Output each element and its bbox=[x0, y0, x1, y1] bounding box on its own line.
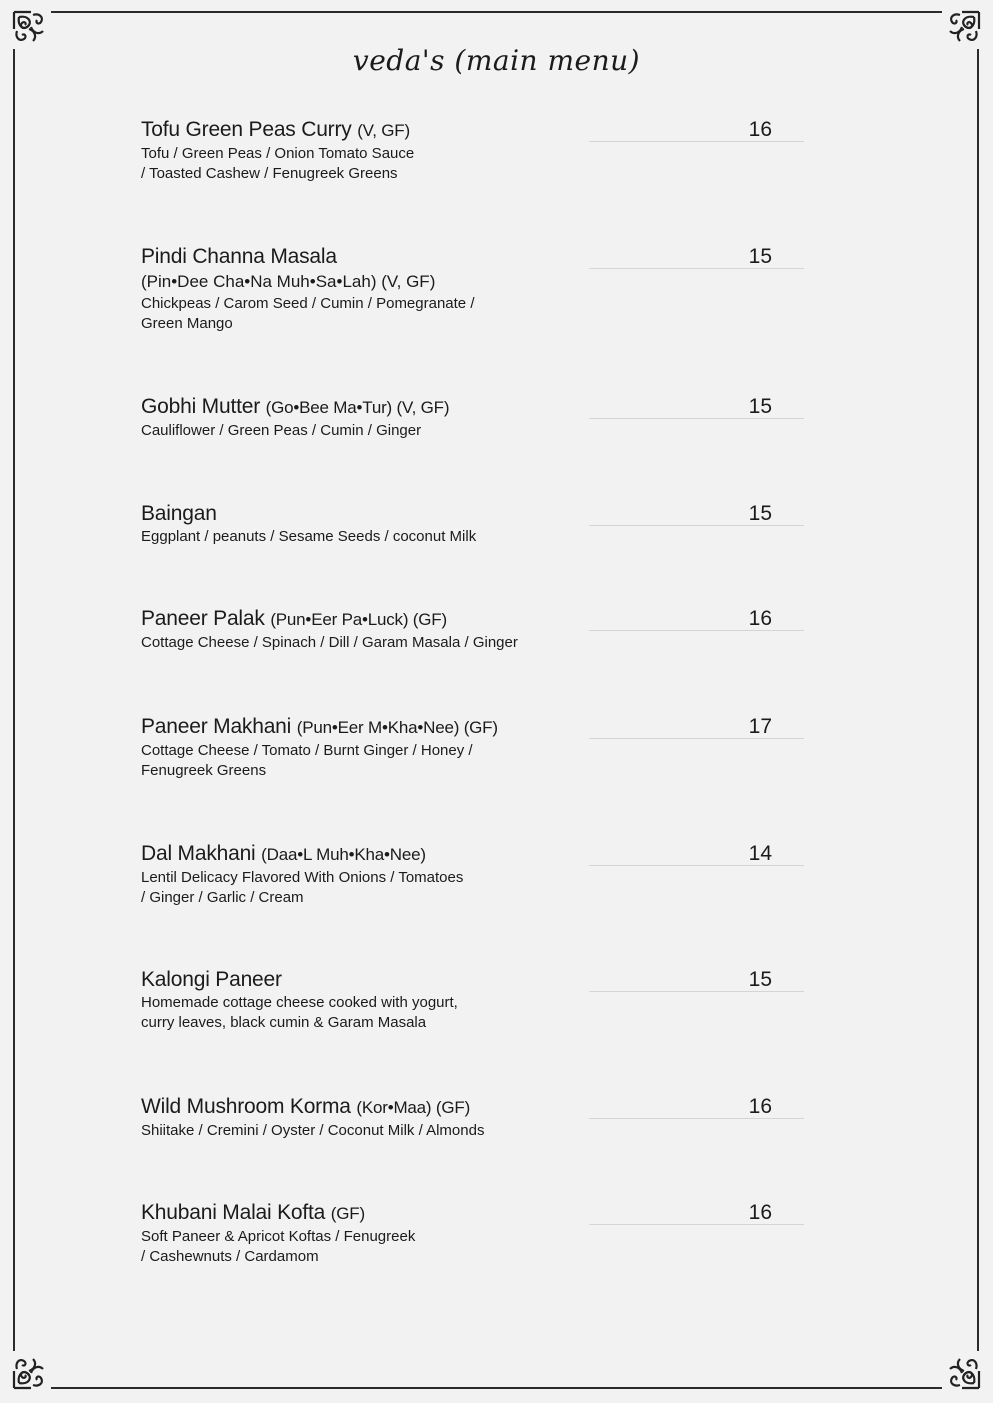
item-name: Pindi Channa Masala bbox=[141, 245, 337, 268]
item-name: Kalongi Paneer bbox=[141, 968, 282, 991]
item-price: 16 bbox=[589, 1200, 804, 1225]
item-price: 15 bbox=[589, 244, 804, 269]
menu-item bbox=[141, 394, 811, 441]
item-name: Khubani Malai Kofta bbox=[141, 1201, 326, 1224]
item-name: Gobhi Mutter bbox=[141, 395, 260, 418]
item-price: 14 bbox=[589, 841, 804, 866]
item-pronunciation: (V, GF) bbox=[357, 121, 410, 140]
item-description: Cottage Cheese / Tomato / Burnt Ginger / Honey / Fenugreek Greens bbox=[141, 742, 473, 779]
menu-item bbox=[141, 117, 811, 184]
corner-ornament-icon bbox=[11, 9, 51, 49]
item-description: Lentil Delicacy Flavored With Onions / Tomatoes / Ginger / Garlic / Cream bbox=[141, 869, 464, 906]
item-pronunciation: (GF) bbox=[330, 1204, 365, 1223]
menu-item bbox=[141, 841, 811, 908]
menu-item bbox=[141, 244, 811, 334]
item-description: Homemade cottage cheese cooked with yogurt, curry leaves, black cumin & Garam Masala bbox=[141, 994, 458, 1031]
item-description: Eggplant / peanuts / Sesame Seeds / coconut Milk bbox=[141, 528, 477, 545]
item-name: Paneer Palak bbox=[141, 607, 265, 630]
item-price: 16 bbox=[589, 1094, 804, 1119]
corner-ornament-icon bbox=[942, 1351, 982, 1391]
menu-item bbox=[141, 1200, 811, 1267]
item-price: 15 bbox=[589, 394, 804, 419]
menu-item bbox=[141, 1094, 811, 1141]
item-name: Baingan bbox=[141, 502, 217, 525]
item-price: 17 bbox=[589, 714, 804, 739]
corner-ornament-icon bbox=[942, 9, 982, 49]
item-name: Paneer Makhani bbox=[141, 715, 292, 738]
item-pronunciation: (Kor•Maa) (GF) bbox=[356, 1098, 471, 1117]
item-description: Cottage Cheese / Spinach / Dill / Garam Masala / Ginger bbox=[141, 634, 518, 651]
item-description: Soft Paneer & Apricot Koftas / Fenugreek / Cashewnuts / Cardamom bbox=[141, 1228, 416, 1265]
item-price: 16 bbox=[589, 117, 804, 142]
item-pronunciation: (Go•Bee Ma•Tur) (V, GF) bbox=[265, 398, 450, 417]
item-name: Tofu Green Peas Curry bbox=[141, 118, 352, 141]
menu-item bbox=[141, 606, 811, 653]
item-description: Cauliflower / Green Peas / Cumin / Ginger bbox=[141, 422, 422, 439]
item-pronunciation: (Pun•Eer M•Kha•Nee) (GF) bbox=[296, 718, 498, 737]
item-pronunciation: (Pin•Dee Cha•Na Muh•Sa•Lah) (V, GF) bbox=[141, 272, 436, 291]
menu-item bbox=[141, 714, 811, 781]
item-description: Tofu / Green Peas / Onion Tomato Sauce / Toasted Cashew / Fenugreek Greens bbox=[141, 145, 415, 182]
menu-item bbox=[141, 501, 811, 547]
item-name: Wild Mushroom Korma bbox=[141, 1095, 351, 1118]
item-pronunciation: (Pun•Eer Pa•Luck) (GF) bbox=[270, 610, 447, 629]
corner-ornament-icon bbox=[11, 1351, 51, 1391]
item-name: Dal Makhani bbox=[141, 842, 256, 865]
menu-item bbox=[141, 967, 811, 1033]
item-description: Chickpeas / Carom Seed / Cumin / Pomegranate / Green Mango bbox=[141, 295, 475, 332]
item-description: Shiitake / Cremini / Oyster / Coconut Milk / Almonds bbox=[141, 1122, 485, 1139]
item-pronunciation: (Daa•L Muh•Kha•Nee) bbox=[261, 845, 426, 864]
item-price: 16 bbox=[589, 606, 804, 631]
item-price: 15 bbox=[589, 501, 804, 526]
menu-border-frame bbox=[13, 11, 979, 1389]
menu-title: veda's (main menu) bbox=[352, 44, 641, 77]
item-price: 15 bbox=[589, 967, 804, 992]
